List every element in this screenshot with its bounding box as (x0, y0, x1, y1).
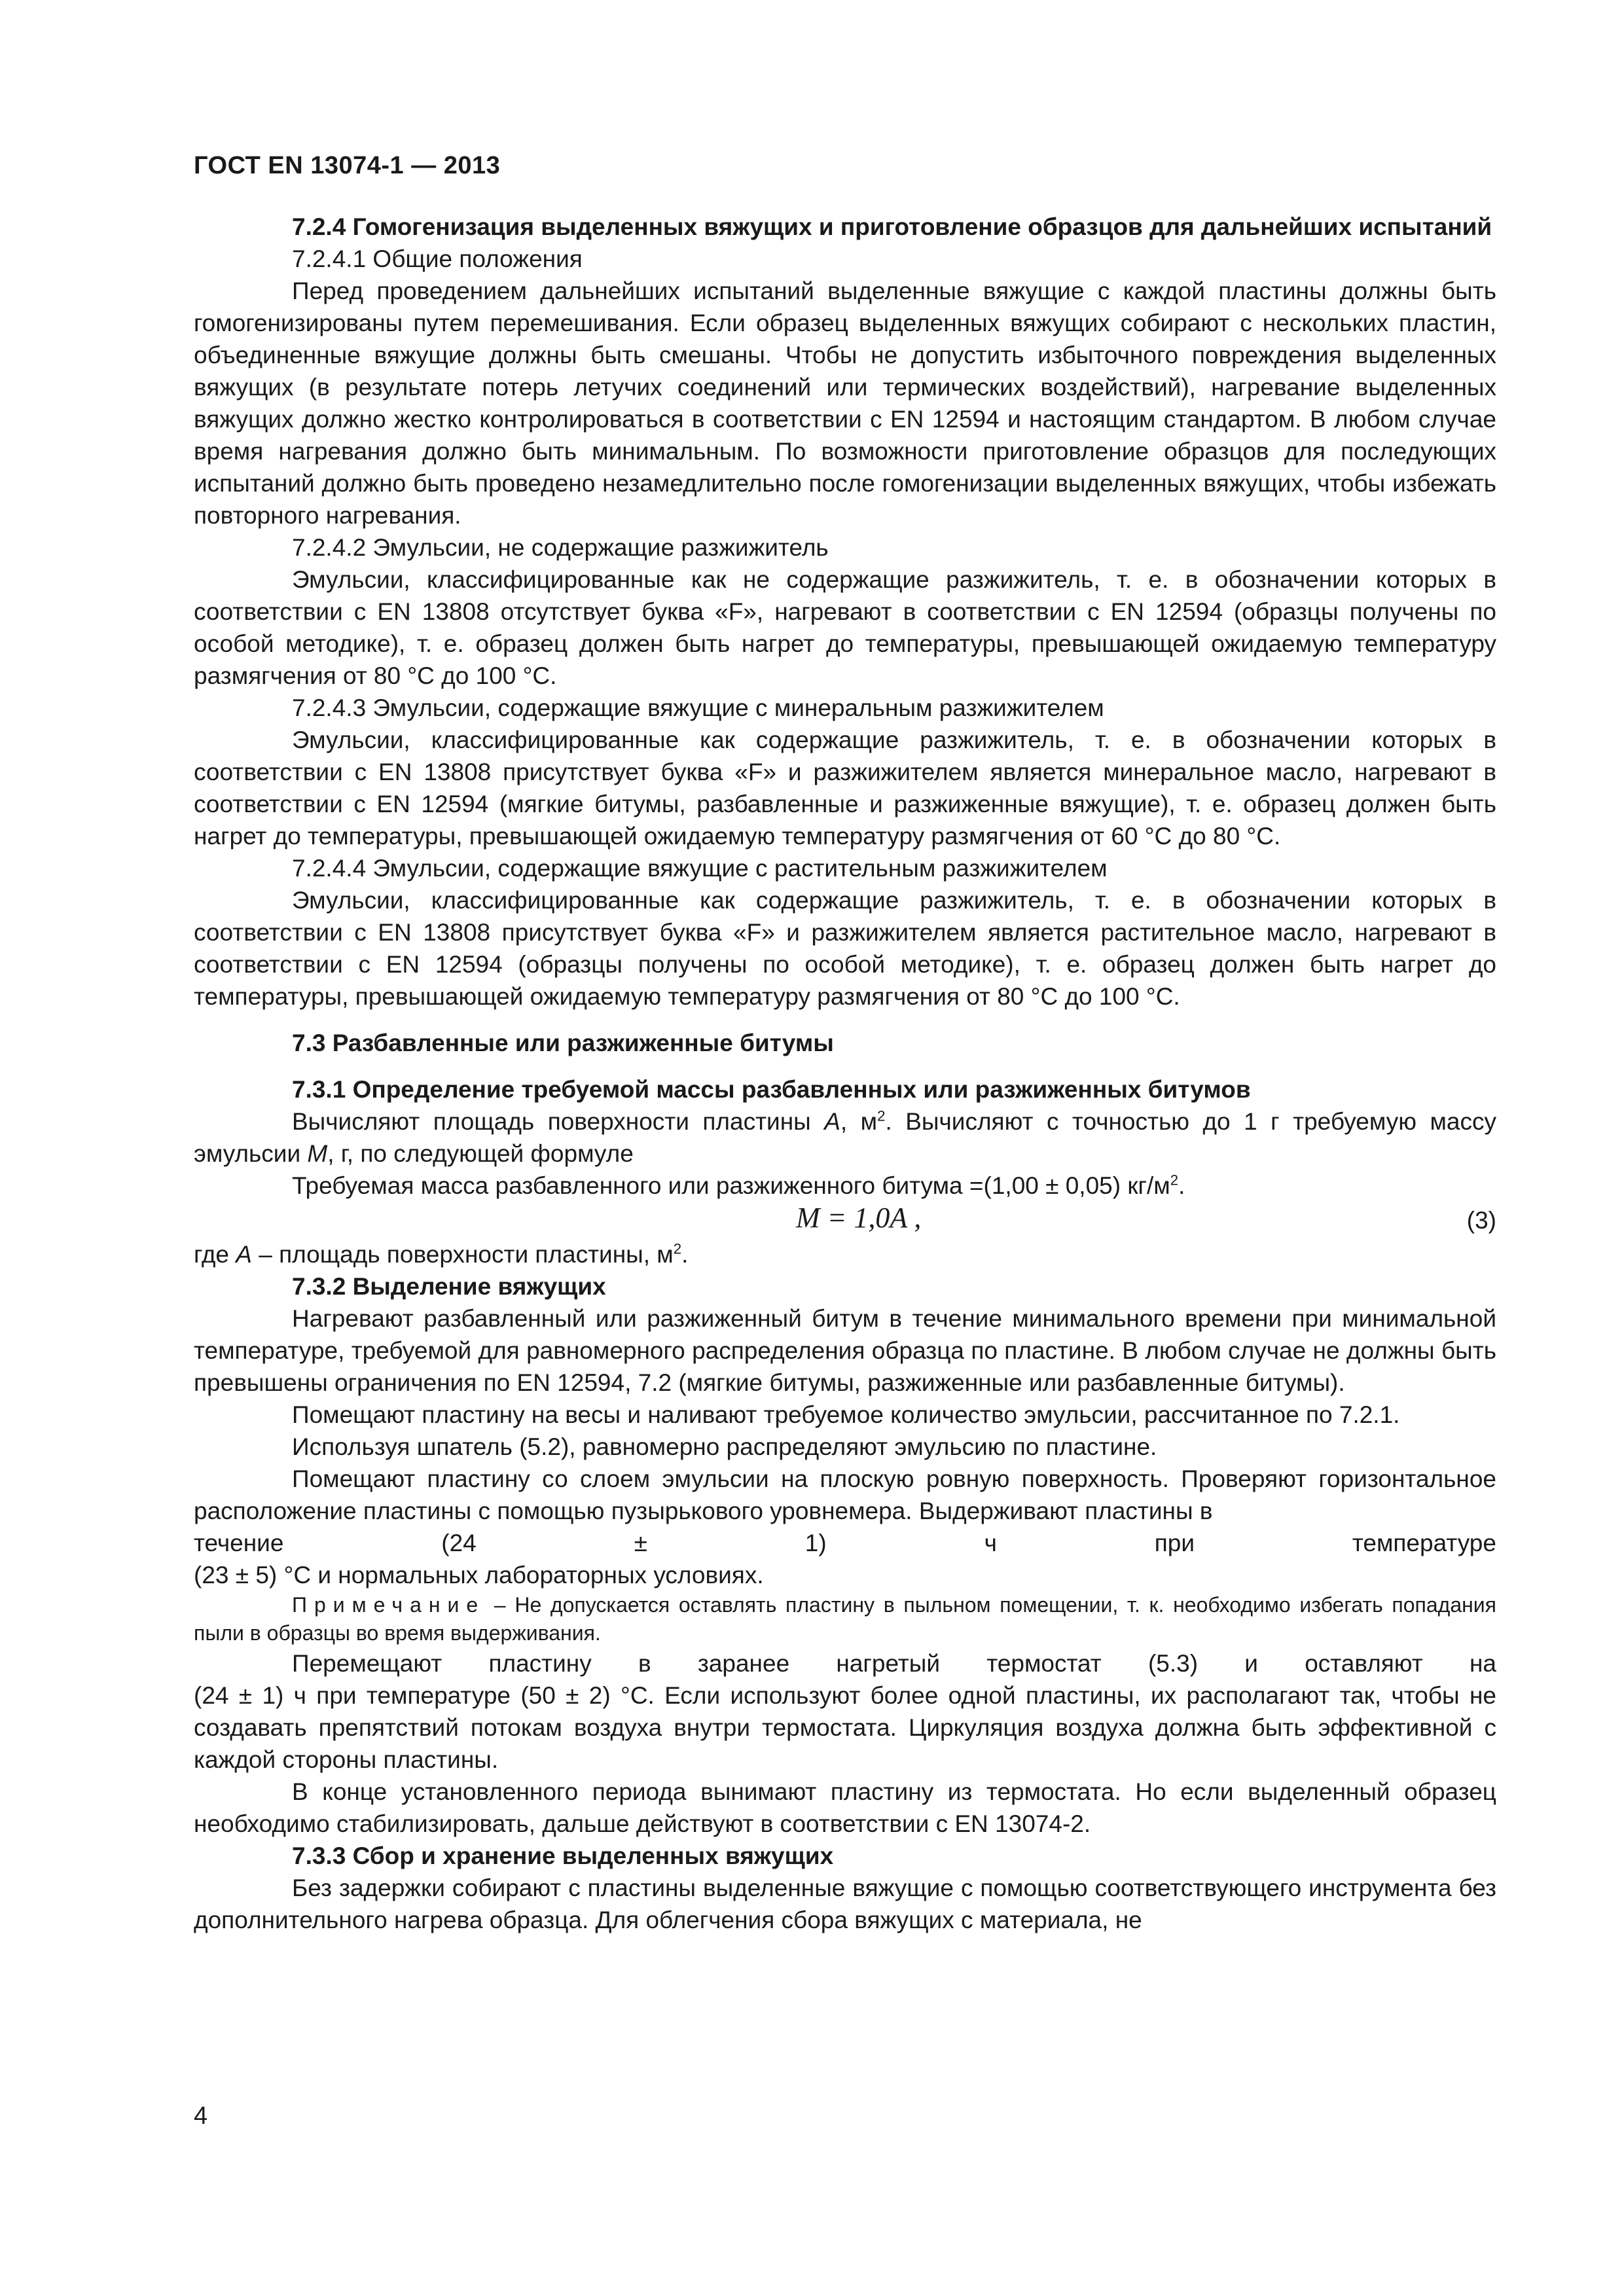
section-7-3-1-paragraph-1: Вычисляют площадь поверхности пластины A, $м^2$. Вычисляют с точностью до 1 г требуемую массу эмульсии M, г, по следующей формуле (194, 1107, 1496, 1167)
section-7-3-2-paragraph-4-end: (23 ± 5) °C и нормальных лабораторных условиях. (194, 1562, 764, 1588)
section-7-3-2-paragraph-4: Помещают пластину со слоем эмульсии на плоскую ровную поверхность. Проверяют горизонтальное расположение пластины с помощью пузырькового уровнемера. Выдерживают пластины в (194, 1465, 1496, 1524)
section-7-2-4-1-text: Перед проведением дальнейших испытаний выделенные вяжущие с каждой пластины должны быть гомогенизированы путем перемешивания. Если образец выделенных вяжущих собирают с нескольких пластин, объединенные вяжущие должны быть смешаны. Чтобы не допустить избыточного повреждения выделенных вяжущих (в результате потерь летучих соединений или термических воздействий), нагревание выделенных вяжущих должно жестко контролироваться в соответствии с EN 12594 и настоящим стандартом. В любом случае время нагревания должно быть минимальным. По возможности приготовление образцов для последующих испытаний должно быть проведено незамедлительно после гомогенизации выделенных вяжущих, чтобы избежать повторного нагревания. (194, 278, 1496, 529)
section-7-3-2-paragraph-2: Помещают пластину на весы и наливают требуемое количество эмульсии, рассчитанное по 7.2.1. (292, 1401, 1400, 1428)
section-7-3-3-paragraph-1: Без задержки собирают с пластины выделенные вяжущие с помощью соответствующего инструмента без дополнительного нагрева образца. Для облегчения сбора вяжущих с материала, не (194, 1874, 1496, 1933)
formula-expression: M = 1,0A , (796, 1202, 922, 1234)
section-7-3-2-paragraph-1: Нагревают разбавленный или разжиженный битум в течение минимального времени при минимальной температуре, требуемой для равномерного распределения образца по пластине. В любом случае не должны быть превышены ограничения по EN 12594, 7.2 (мягкие битумы, разжиженные или разбавленные битумы). (194, 1305, 1496, 1396)
section-7-2-4-3-title: 7.2.4.3 Эмульсии, содержащие вяжущие с минеральным разжижителем (292, 694, 1104, 721)
section-7-3-2-paragraph-3: Используя шпатель (5.2), равномерно распределяют эмульсию по пластине. (292, 1433, 1157, 1460)
section-7-2-4-3-text: Эмульсии, классифицированные как содержащие разжижитель, т. е. в обозначении которых в соответствии с EN 13808 присутствует буква «F» и разжижителем является минеральное масло, нагревают в соответствии с EN 12594 (мягкие битумы, разбавленные и разжиженные вяжущие), т. е. образец должен быть нагрет до температуры, превышающей ожидаемую температуру размягчения от 60 °C до 80 °C. (194, 726, 1496, 850)
section-7-3-heading: 7.3 Разбавленные или разжиженные битумы (292, 1030, 834, 1056)
section-7-3-1-heading: 7.3.1 Определение требуемой массы разбавленных или разжиженных битумов (292, 1076, 1251, 1103)
section-7-2-4-1-title: 7.2.4.1 Общие положения (292, 245, 583, 272)
section-7-2-4-4-text: Эмульсии, классифицированные как содержащие разжижитель, т. е. в обозначении которых в соответствии с EN 13808 присутствует буква «F» и разжижителем является растительное масло, нагревают в соответствии с EN 12594 (образцы получены по особой методике), т. е. образец должен быть нагрет до температуры, превышающей ожидаемую температуру размягчения от 80 °C до 100 °C. (194, 887, 1496, 1010)
formula-3 (194, 1202, 1496, 1238)
document-header: ГОСТ EN 13074-1 — 2013 (194, 152, 501, 179)
section-7-3-2-paragraph-4-line: течение (24 ± 1) ч при температуре (194, 1530, 1496, 1556)
note-label: Примечание (292, 1593, 486, 1617)
section-7-2-4-heading: 7.2.4 Гомогенизация выделенных вяжущих и приготовление образцов для дальнейших испытаний (292, 213, 1492, 240)
section-7-3-2-heading: 7.3.2 Выделение вяжущих (292, 1273, 606, 1300)
section-7-3-1-paragraph-2: Требуемая масса разбавленного или разжиженного битума =(1,00 ± 0,05) $кг/м^2$. (292, 1172, 1185, 1199)
section-7-2-4-4-title: 7.2.4.4 Эмульсии, содержащие вяжущие с растительным разжижителем (292, 855, 1108, 882)
section-7-2-4-2-title: 7.2.4.2 Эмульсии, не содержащие разжижитель (292, 534, 829, 561)
note-text: – Не допускается оставлять пластину в пыльном помещении, т. к. необходимо избегать попадания пыли в образцы во время выдерживания. (194, 1593, 1496, 1645)
note (194, 1591, 1496, 1647)
section-7-3-2-paragraph-5: (24 ± 1) ч при температуре (50 ± 2) °C. Если используют более одной пластины, их располагают так, чтобы не создавать препятствий потокам воздуха внутри термостата. Циркуляция воздуха должна быть эффективной с каждой стороны пластины. (194, 1682, 1496, 1773)
section-7-3-2-paragraph-5-line: Перемещают пластину в заранее нагретый термостат (5.3) и оставляют на (292, 1650, 1496, 1677)
section-7-3-3-heading: 7.3.3 Сбор и хранение выделенных вяжущих (292, 1842, 834, 1869)
page-number: 4 (194, 2102, 208, 2130)
section-7-3-2-paragraph-6: В конце установленного периода вынимают пластину из термостата. Но если выделенный образец необходимо стабилизировать, дальше действуют в соответствии с EN 13074-2. (194, 1778, 1496, 1837)
section-7-2-4-2-text: Эмульсии, классифицированные как не содержащие разжижитель, т. е. в обозначении которых в соответствии с EN 13808 отсутствует буква «F», нагревают в соответствии с EN 12594 (образцы получены по особой методике), т. е. образец должен быть нагрет до температуры, превышающей ожидаемую температуру размягчения от 80 °C до 100 °C. (194, 566, 1496, 689)
formula-number: (3) (1466, 1207, 1496, 1234)
document-body (194, 211, 1496, 1936)
formula-where: где A – площадь поверхности пластины, $м^2$. (194, 1240, 689, 1268)
